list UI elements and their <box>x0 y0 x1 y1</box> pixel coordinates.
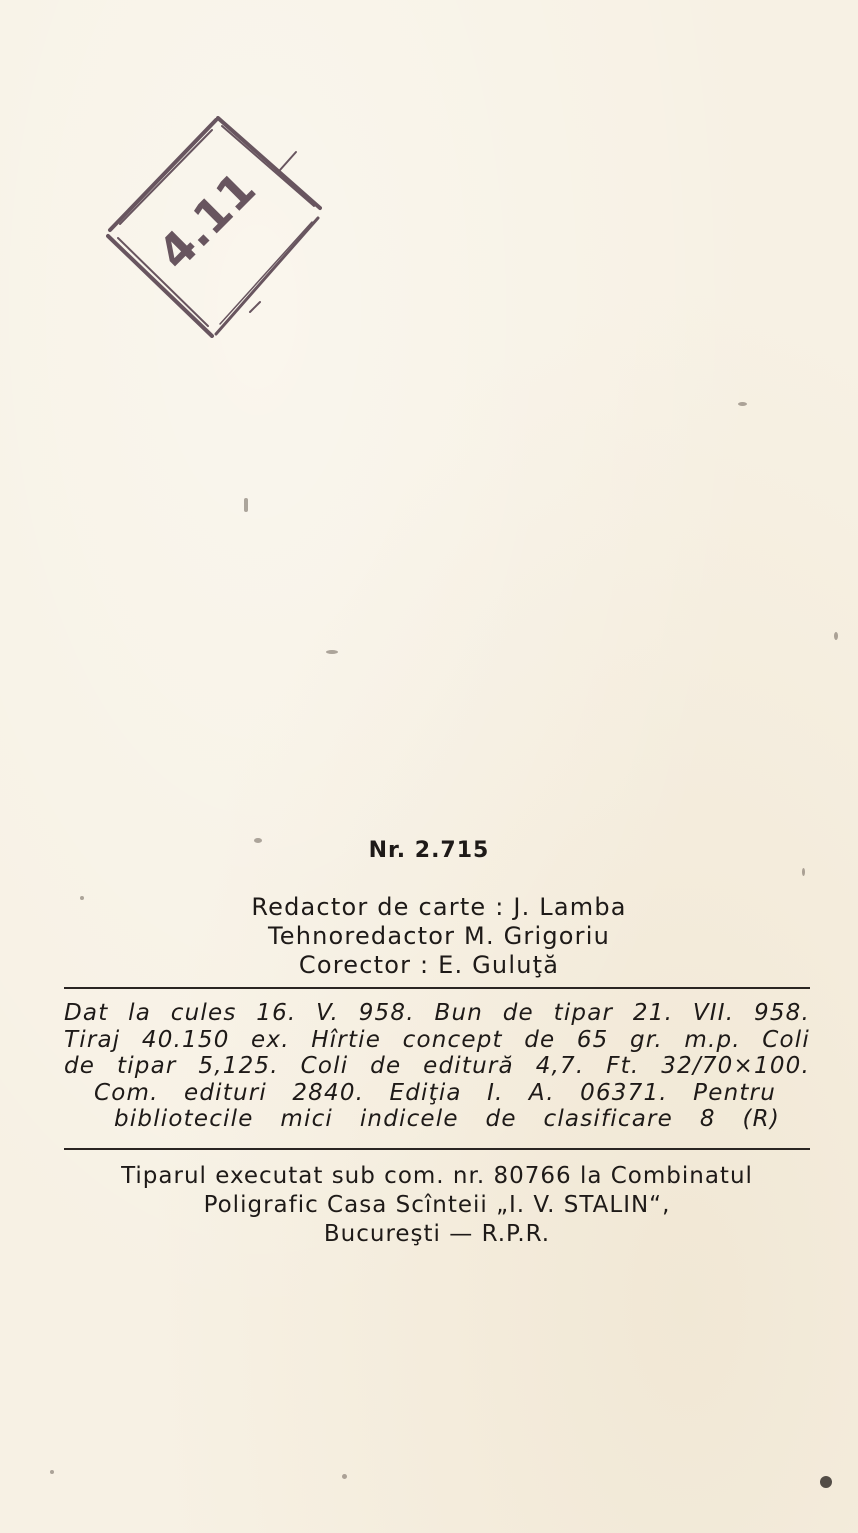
paper-speck <box>820 1476 832 1488</box>
printer-line: Bucureşti — R.P.R. <box>323 1221 551 1247</box>
printer-info <box>64 1162 810 1249</box>
publication-data <box>64 1000 810 1133</box>
paper-speck <box>834 632 838 640</box>
publication-line: Dat la cules 16. V. 958. Bun de tipar 21. VII. 958. <box>64 1000 810 1026</box>
publication-line: bibliotecile mici indicele de clasificare 8 (R) <box>114 1106 780 1132</box>
credits-block <box>0 893 858 980</box>
credit-proofreader: Corector : E. Guluţă <box>298 951 560 979</box>
credit-editor: Redactor de carte : J. Lamba <box>251 893 627 921</box>
paper-speck <box>342 1474 347 1479</box>
paper-speck <box>802 868 805 876</box>
stamp-number: 4.11 <box>147 161 266 280</box>
paper-speck <box>244 498 248 512</box>
divider-top <box>64 987 810 989</box>
paper-speck <box>738 402 747 406</box>
printer-line: Poligrafic Casa Scînteii „I. V. STALIN“, <box>203 1192 671 1218</box>
paper-speck <box>50 1470 54 1474</box>
publication-line: Tiraj 40.150 ex. Hîrtie concept de 65 gr. m.p. Coli <box>64 1026 810 1053</box>
divider-bottom <box>64 1148 810 1150</box>
credit-technical-editor: Tehnoredactor M. Grigoriu <box>267 922 611 950</box>
publication-line: Com. edituri 2840. Ediţia I. A. 06371. Pentru <box>94 1079 776 1106</box>
publication-line: de tipar 5,125. Coli de editură 4,7. Ft. 32/70×100. <box>64 1053 810 1079</box>
paper-speck <box>326 650 338 654</box>
library-stamp-icon <box>100 112 330 342</box>
printer-line: Tiparul executat sub com. nr. 80766 la Combinatul <box>121 1163 753 1189</box>
edition-number: Nr. 2.715 <box>368 838 490 863</box>
